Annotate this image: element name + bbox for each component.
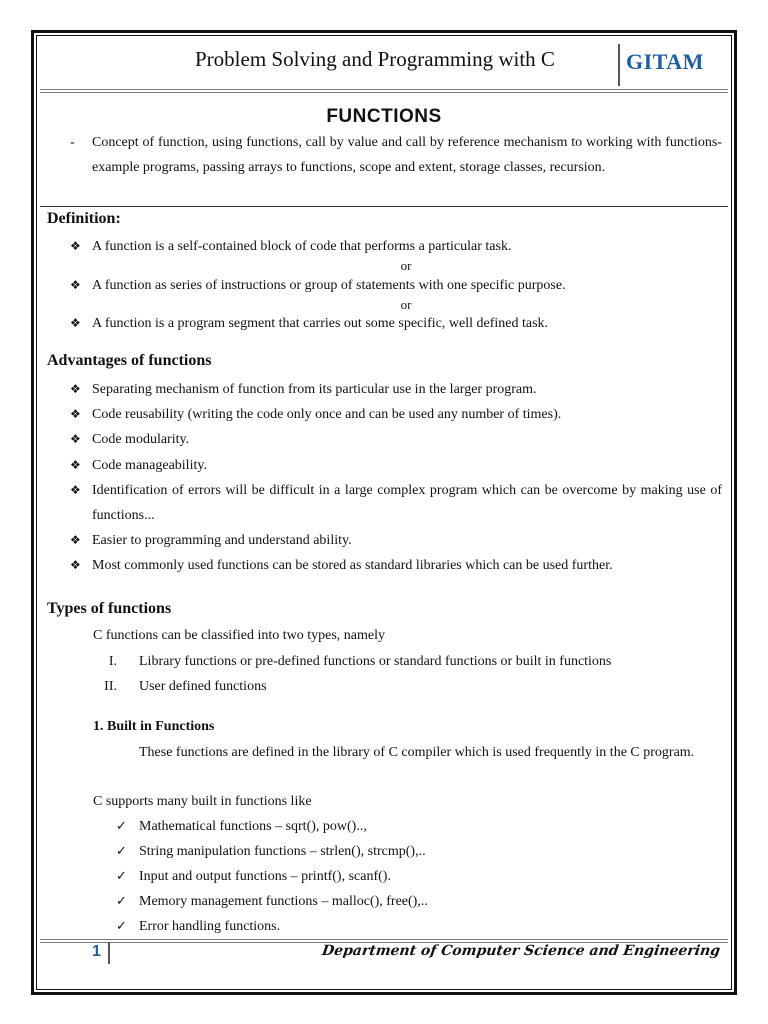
page-number: 1	[92, 943, 101, 960]
diamond-bullet-icon: ❖	[70, 558, 81, 572]
diamond-bullet-icon: ❖	[70, 239, 81, 253]
builtin-item: ✓ Mathematical functions – sqrt(), pow()..,	[116, 819, 367, 834]
diamond-bullet-icon: ❖	[70, 458, 81, 472]
diamond-bullet-icon: ❖	[70, 278, 81, 292]
builtin-item: ✓ Memory management functions – malloc(), free(),..	[116, 894, 428, 909]
footer-department: Department of Computer Science and Engineering	[320, 943, 722, 959]
intro-dash: -	[70, 135, 75, 150]
check-mark-icon: ✓	[116, 919, 127, 934]
check-mark-icon: ✓	[116, 894, 127, 909]
advantage-item: ❖ Code modularity.	[70, 427, 722, 452]
builtin-item: ✓ Input and output functions – printf(), scanf().	[116, 869, 391, 884]
list-numeral: II.	[104, 679, 117, 694]
page-title: FUNCTIONS	[326, 106, 442, 127]
definition-item: ❖ A function is a program segment that carries out some specific, well defined task.	[70, 311, 722, 336]
builtin-item: ✓ Error handling functions.	[116, 919, 281, 934]
diamond-bullet-icon: ❖	[70, 407, 81, 421]
advantage-item: ❖ Easier to programming and understand ability.	[70, 528, 722, 553]
builtin-item: ✓ String manipulation functions – strlen(), strcmp(),..	[116, 844, 426, 859]
diamond-bullet-icon: ❖	[70, 483, 81, 497]
header-rule	[40, 89, 728, 93]
types-intro: C functions can be classified into two types, namely	[93, 628, 385, 643]
check-mark-icon: ✓	[116, 819, 127, 834]
definition-separator: or	[400, 258, 412, 273]
check-mark-icon: ✓	[116, 869, 127, 884]
definition-separator: or	[400, 297, 412, 312]
advantage-item: ❖ Separating mechanism of function from its particular use in the larger program.	[70, 377, 722, 402]
advantage-item: ❖ Code manageability.	[70, 453, 722, 478]
diamond-bullet-icon: ❖	[70, 432, 81, 446]
types-list-item: User defined functions	[139, 679, 267, 694]
advantages-heading: Advantages of functions	[47, 352, 212, 369]
header-title: Problem Solving and Programming with C	[195, 47, 555, 71]
builtin-supports: C supports many built in functions like	[93, 794, 312, 809]
footer-divider	[108, 942, 110, 964]
definition-item: ❖ A function as series of instructions or group of statements with one specific purpose.	[70, 273, 722, 298]
types-heading: Types of functions	[47, 600, 172, 617]
diamond-bullet-icon: ❖	[70, 382, 81, 396]
diamond-bullet-icon: ❖	[70, 533, 81, 547]
header-divider	[618, 44, 620, 86]
advantage-item: ❖ Identification of errors will be difficult in a large complex program which can be overcome by making use of functions...	[70, 478, 722, 528]
diamond-bullet-icon: ❖	[70, 316, 81, 330]
intro-text: Concept of function, using functions, call by value and call by reference mechanism to working with functions-example programs, passing arrays to functions, scope and extent, storage classes, recursion.	[92, 135, 722, 175]
advantage-item: ❖ Code reusability (writing the code only once and can be used any number of times).	[70, 402, 722, 427]
builtin-heading: 1. Built in Functions	[93, 719, 215, 734]
list-numeral: I.	[108, 654, 117, 669]
builtin-paragraph: These functions are defined in the library of C compiler which is used frequently in the C program.	[139, 745, 695, 760]
definition-item: ❖ A function is a self-contained block of code that performs a particular task.	[70, 234, 722, 259]
header-brand: GITAM	[626, 49, 704, 74]
check-mark-icon: ✓	[116, 844, 127, 859]
types-list-item: Library functions or pre-defined functions or standard functions or built in functions	[139, 654, 612, 669]
advantage-item: ❖ Most commonly used functions can be stored as standard libraries which can be used further.	[70, 553, 722, 578]
section-divider	[40, 206, 728, 207]
definition-heading: Definition:	[47, 210, 121, 227]
